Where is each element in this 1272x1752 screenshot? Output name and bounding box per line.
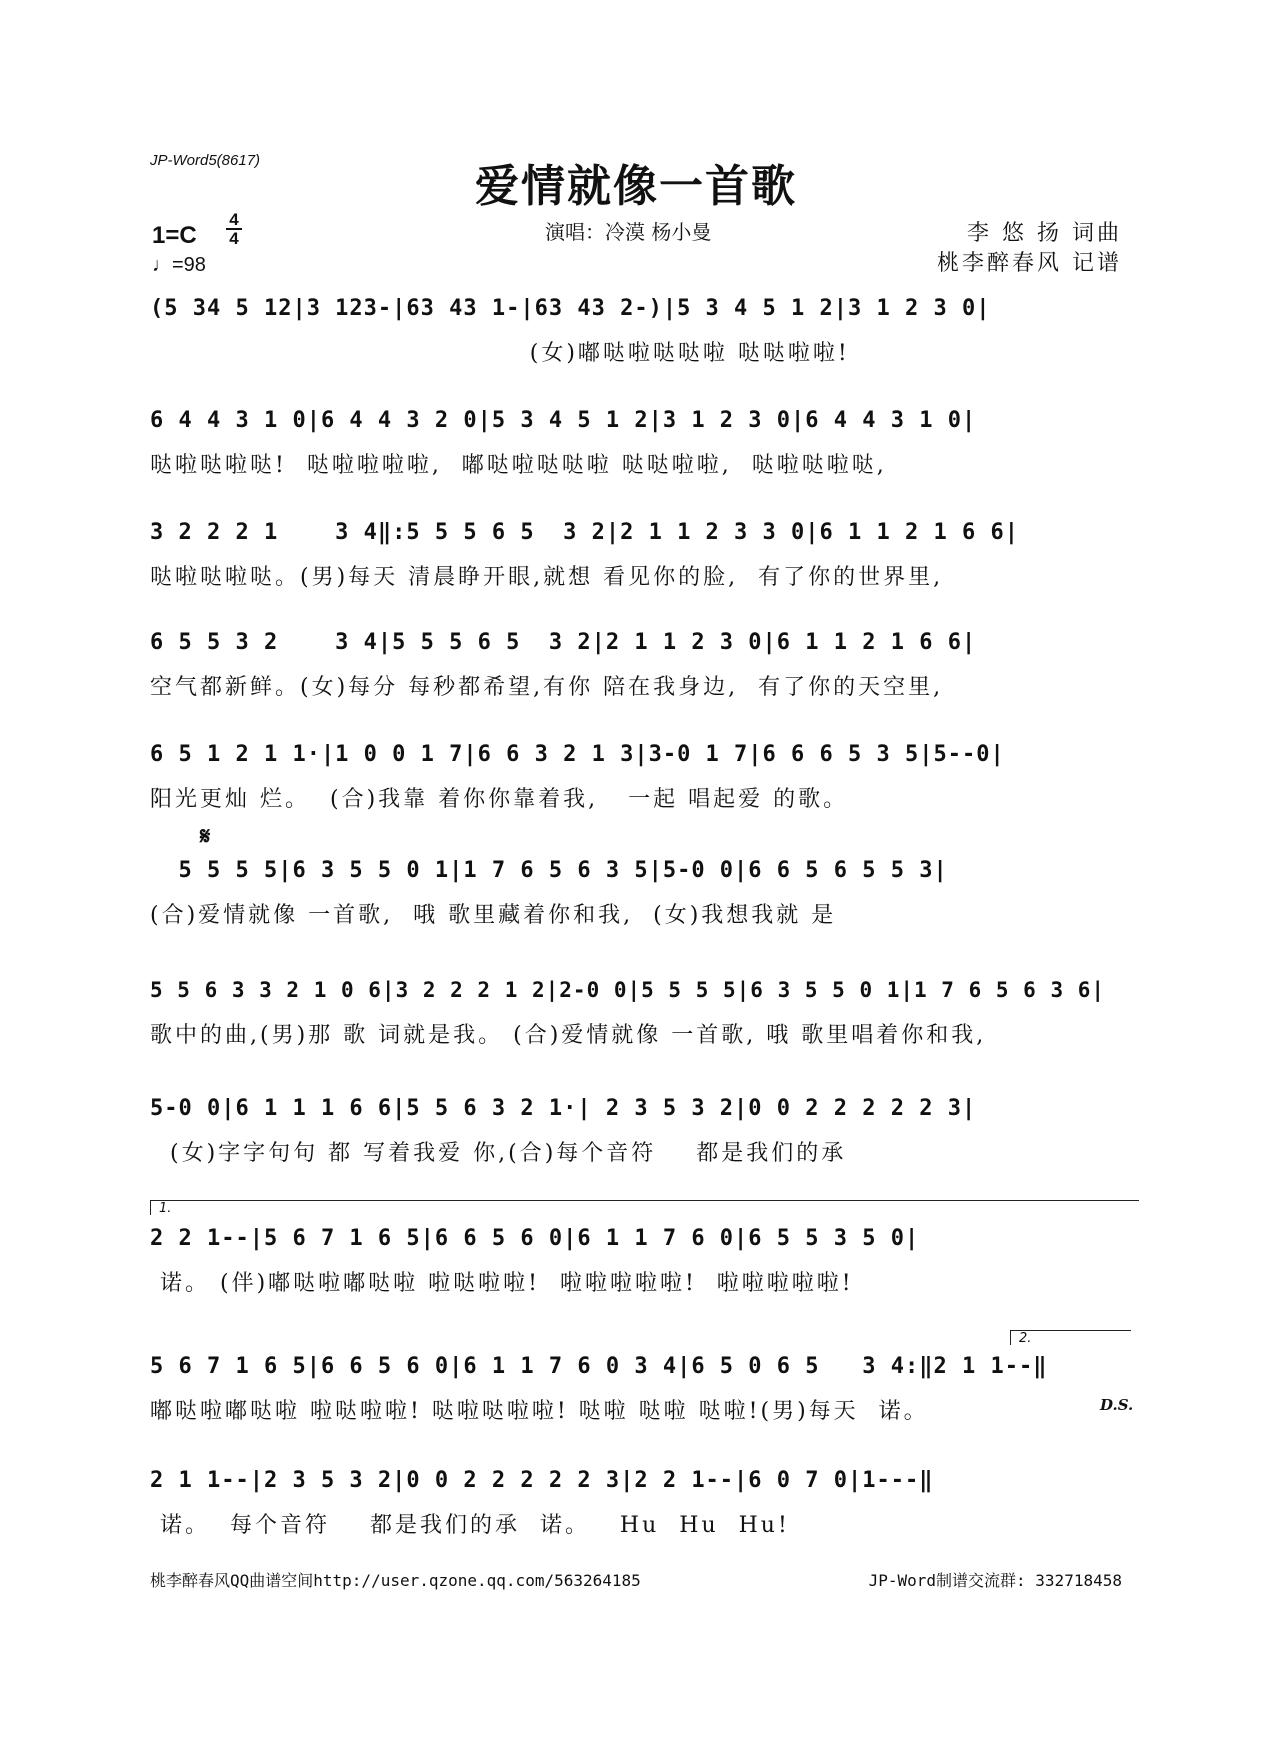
music-system-7 [150,978,1124,1098]
lyrics-line: 歌中的曲,(男)那 歌 词就是我。 (合)爱情就像 一首歌, 哦 歌里唱着你和我, [150,1023,987,1048]
music-system-10 [150,1354,1124,1474]
notation-line: 6 4 4 3 1 0|6 4 4 3 2 0|5 3 4 5 1 2|3 1 2 3 0|6 4 4 3 1 0| [150,408,977,433]
lyrics-line: 诺。 (伴)嘟哒啦嘟哒啦 啦哒啦啦! 啦啦啦啦啦! 啦啦啦啦啦! [150,1271,854,1296]
lyrics-line: (合)爱情就像 一首歌, 哦 歌里藏着你和我, (女)我想我就 是 [150,903,837,928]
music-system-1 [150,296,1124,416]
lyrics-line: 阳光更灿 烂。 (合)我靠 着你你靠着我, 一起 唱起爱 的歌。 [150,787,849,812]
lyrics-line: (女)嘟哒啦哒哒啦 哒哒啦啦! [150,341,850,366]
notation-line: 2 2 1--|5 6 7 1 6 5|6 6 5 6 0|6 1 1 7 6 0|6 5 5 3 5 0| [150,1226,920,1251]
lyrics-line: 诺。 每个音符 都是我们的承 诺。 Hu Hu Hu! [150,1513,790,1538]
lyrics-line: 空气都新鲜。(女)每分 每秒都希望,有你 陪在我身边, 有了你的天空里, [150,675,944,700]
software-label: JP-Word5(8617) [150,152,261,169]
footer-right: JP-Word制谱交流群: 332718458 [868,1571,1122,1590]
notation-line: 5 6 7 1 6 5|6 6 5 6 0|6 1 1 7 6 0 3 4|6 5 0 6 5 3 4:‖2 1 1--‖ [150,1354,1048,1379]
tempo-marking: ♩=98 [152,254,206,276]
notation-line: 6 5 5 3 2 3 4|5 5 5 6 5 3 2|2 1 1 2 3 0|6 1 1 2 1 6 6| [150,630,977,655]
music-system-6 [150,858,1124,978]
music-system-2 [150,408,1124,528]
time-signature-bottom: 4 [229,229,239,248]
music-system-4 [150,630,1124,750]
notation-line: 6 5 1 2 1 1·|1 0 0 1 7|6 6 3 2 1 3|3-0 1 7|6 6 6 5 3 5|5--0| [150,742,1005,767]
music-system-3 [150,520,1124,640]
notation-line: 5 5 5 5|6 3 5 5 0 1|1 7 6 5 6 3 5|5-0 0|6 6 5 6 5 5 3| [150,858,948,883]
lyrics-line: 哒啦哒啦哒。(男)每天 清晨睁开眼,就想 看见你的脸, 有了你的世界里, [150,565,944,590]
music-system-8 [150,1096,1124,1216]
lyrics-line: 哒啦哒啦哒! 哒啦啦啦啦, 嘟哒啦哒哒啦 哒哒啦啦, 哒啦哒啦哒, [150,453,887,478]
volta-1-label: 1. [159,1201,172,1216]
lyrics-line: (女)字字句句 都 写着我爱 你,(合)每个音符 都是我们的承 [150,1141,847,1166]
time-signature [224,212,244,246]
notation-line: 2 1 1--|2 3 5 3 2|0 0 2 2 2 2 2 3|2 2 1--|6 0 7 0|1---‖ [150,1468,934,1493]
notation-line: 5-0 0|6 1 1 1 6 6|5 5 6 3 2 1·| 2 3 5 3 2|0 0 2 2 2 2 2 3| [150,1096,977,1121]
notation-line: (5 34 5 12|3 123-|63 43 1-|63 43 2-)|5 3 4 5 1 2|3 1 2 3 0| [150,296,991,321]
transcriber-credit: 桃李醉春风 记谱 [937,251,1122,276]
volta-1 [150,1200,1139,1215]
song-title: 爱情就像一首歌 [475,161,797,212]
music-system-5 [150,742,1124,862]
key-signature: 1=C [152,222,197,249]
segno-sign: 𝄋 [200,822,211,850]
lyrics-line: 嘟哒啦嘟哒啦 啦哒啦啦! 哒啦哒啦啦! 哒啦 哒啦 哒啦!(男)每天 诺。 [150,1399,929,1424]
dal-segno-mark: D.S. [1100,1396,1134,1414]
notation-line: 5 5 6 3 3 2 1 0 6|3 2 2 2 1 2|2-0 0|5 5 5 5|6 3 5 5 0 1|1 7 6 5 6 3 6| [150,978,1106,1002]
lyricist-credit: 李 悠 扬 词曲 [967,221,1122,246]
music-system-9 [150,1226,1124,1346]
notation-line: 3 2 2 2 1 3 4‖:5 5 5 6 5 3 2|2 1 1 2 3 3 0|6 1 1 2 1 6 6| [150,520,1019,545]
volta-2-label: 2. [1019,1331,1032,1346]
volta-2 [1010,1330,1131,1345]
singers-credit: 演唱：冷漠 杨小曼 [545,220,712,244]
footer-left: 桃李醉春风QQ曲谱空间http://user.qzone.qq.com/563264185 [150,1571,641,1590]
time-signature-top: 4 [229,210,239,229]
